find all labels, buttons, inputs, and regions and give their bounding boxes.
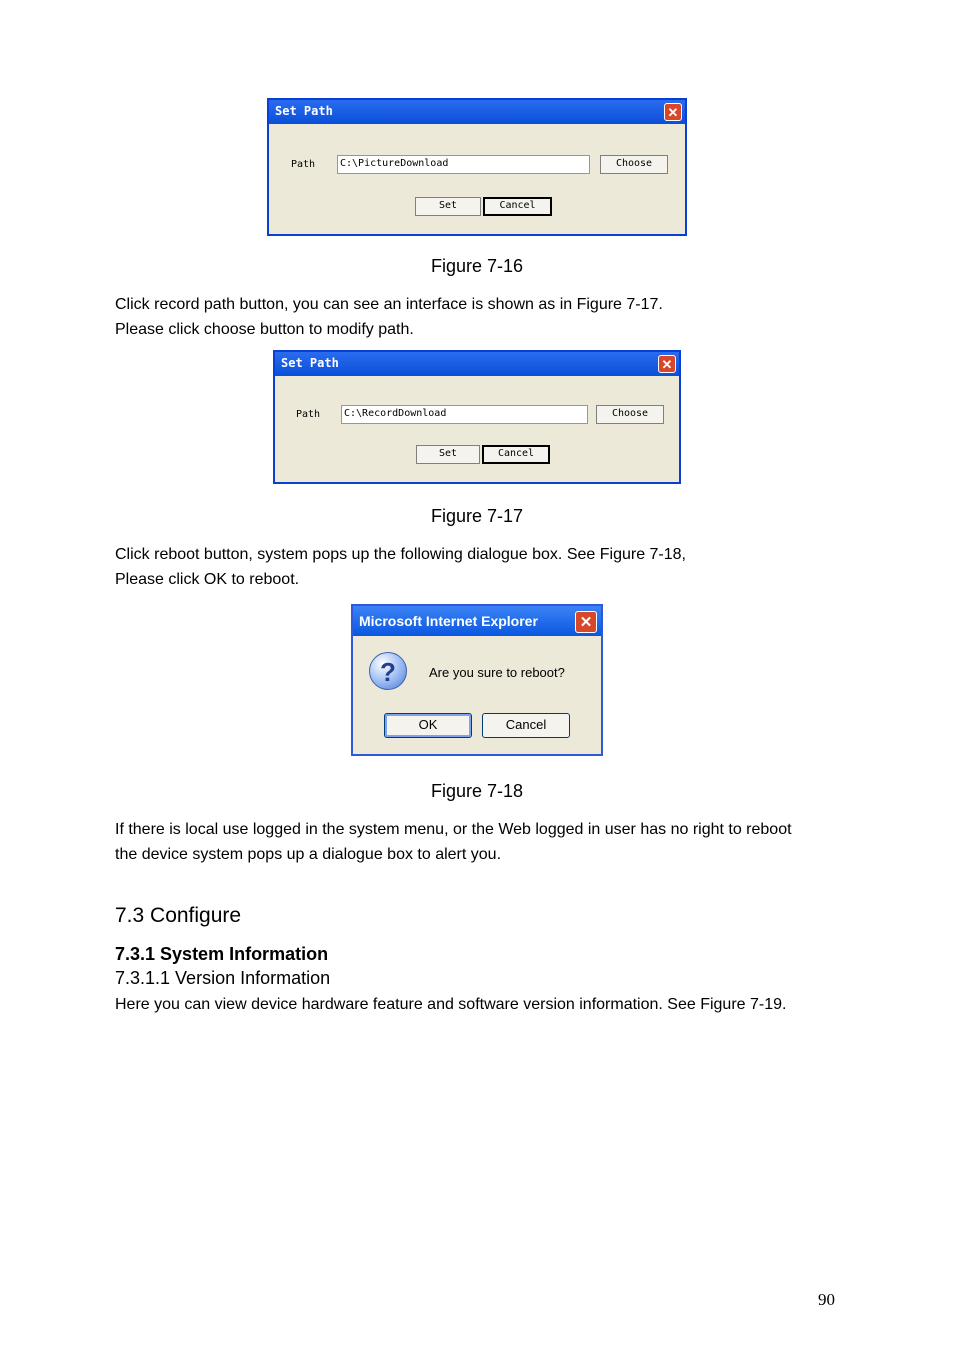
close-icon[interactable]: ✕ bbox=[664, 103, 682, 121]
dialog-title-bar bbox=[269, 100, 685, 124]
figure-caption: Figure 7-17 bbox=[430, 506, 524, 526]
path-input[interactable]: C:\RecordDownload bbox=[341, 405, 588, 424]
choose-button[interactable]: Choose bbox=[596, 405, 664, 424]
paragraph-line: the device system pops up a dialogue box to alert you. bbox=[115, 846, 502, 863]
choose-button[interactable]: Choose bbox=[600, 155, 668, 174]
path-label: Path bbox=[291, 159, 316, 170]
figure-caption: Figure 7-18 bbox=[430, 781, 524, 801]
path-input[interactable]: C:\PictureDownload bbox=[337, 155, 590, 174]
path-label: Path bbox=[296, 409, 321, 420]
dialog-title: Set Path bbox=[281, 356, 339, 370]
set-button[interactable]: Set bbox=[416, 445, 480, 464]
cancel-button[interactable]: Cancel bbox=[483, 197, 552, 216]
paragraph-line: Please click OK to reboot. bbox=[115, 571, 300, 588]
set-path-dialog-record bbox=[273, 350, 681, 484]
figure-caption: Figure 7-16 bbox=[430, 256, 524, 276]
reboot-confirm-dialog bbox=[351, 604, 603, 756]
subsubsection-heading: 7.3.1.1 Version Information bbox=[115, 968, 331, 988]
dialog-title: Microsoft Internet Explorer bbox=[359, 613, 538, 629]
section-heading: 7.3 Configure bbox=[115, 904, 242, 927]
paragraph-line: Click record path button, you can see an interface is shown as in Figure 7-17. bbox=[115, 296, 663, 313]
set-button[interactable]: Set bbox=[415, 197, 481, 216]
paragraph-line: Here you can view device hardware feature and software version information. See Figure 7-19. bbox=[115, 996, 787, 1013]
paragraph-line: Please click choose button to modify path. bbox=[115, 321, 414, 338]
dialog-title: Set Path bbox=[275, 104, 333, 118]
paragraph-line: Click reboot button, system pops up the following dialogue box. See Figure 7-18, bbox=[115, 546, 686, 563]
subsection-heading: 7.3.1 System Information bbox=[115, 944, 329, 964]
dialog-message: Are you sure to reboot? bbox=[429, 665, 565, 680]
close-icon[interactable]: ✕ bbox=[658, 355, 676, 373]
paragraph-line: If there is local use logged in the system menu, or the Web logged in user has no right to reboot bbox=[115, 821, 792, 838]
cancel-button[interactable]: Cancel bbox=[482, 713, 570, 738]
dialog-title-bar bbox=[353, 606, 601, 636]
cancel-button[interactable]: Cancel bbox=[482, 445, 550, 464]
question-icon: ? bbox=[369, 652, 407, 690]
page-number: 90 bbox=[818, 1290, 835, 1309]
ok-button[interactable]: OK bbox=[384, 713, 472, 738]
set-path-dialog-picture bbox=[267, 98, 687, 236]
close-icon[interactable]: ✕ bbox=[575, 611, 597, 633]
dialog-title-bar bbox=[275, 352, 679, 376]
